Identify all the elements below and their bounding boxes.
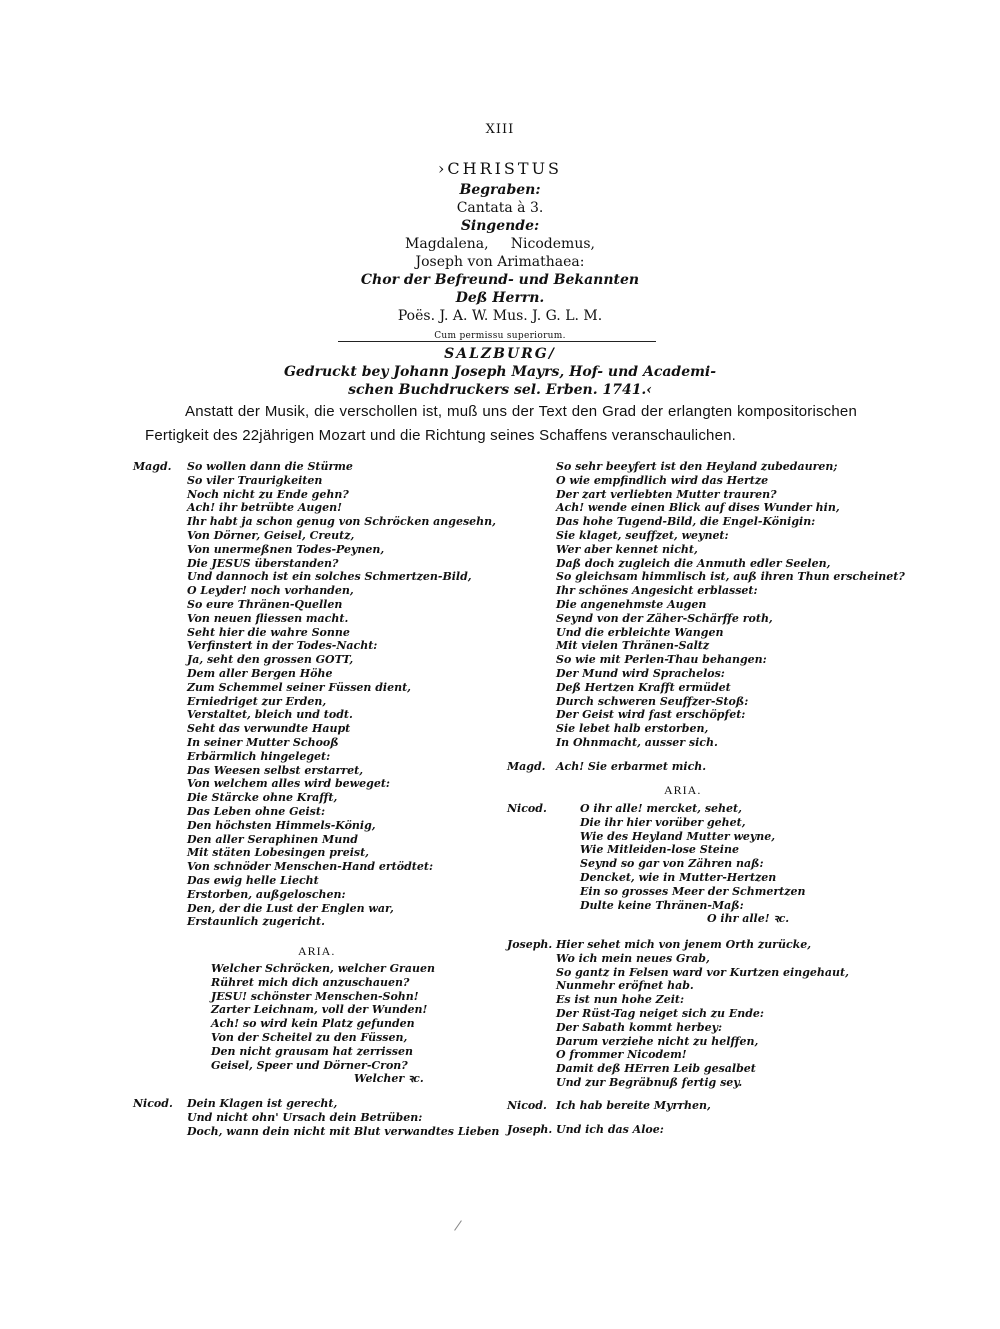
magd-recitative bbox=[187, 460, 496, 929]
verse-line: Der zart verliebten Mutter trauren? bbox=[556, 487, 777, 501]
verse-line: Der Sabath kommt herbey: bbox=[556, 1020, 723, 1034]
title-line-begraben: Begraben: bbox=[459, 182, 541, 198]
verse-line: Rühret mich dich anzuschauen? bbox=[211, 975, 410, 989]
nicod-line bbox=[556, 1099, 856, 1113]
verse-line: JESU! schönster Menschen-Sohn! bbox=[211, 989, 419, 1003]
verse-line: O ihr alle! ꝛc. bbox=[707, 912, 790, 926]
verse-line: Deß Hertzen Krafft ermüdet bbox=[556, 680, 731, 694]
verse-line: Ich hab bereite Myrrhen, bbox=[556, 1099, 711, 1112]
verse-line: So sehr beeyfert ist den Heyland zubedauren; bbox=[556, 460, 838, 473]
verse-line: In seiner Mutter Schooß bbox=[187, 735, 339, 749]
verse-line: Ihr schönes Angesicht erblasset: bbox=[556, 584, 758, 598]
verse-line: Das hohe Tugend-Bild, die Engel-Königin: bbox=[556, 515, 816, 529]
verse-line: Den aller Seraphinen Mund bbox=[187, 832, 358, 846]
verse-line: Geisel, Speer und Dörner-Cron? bbox=[211, 1058, 408, 1072]
title-line-joseph: Joseph von Arimathaea: bbox=[415, 254, 585, 270]
verse-line: Ein so grosses Meer der Schmertzen bbox=[580, 884, 806, 898]
title-line-cantata: Cantata à 3. bbox=[456, 200, 544, 216]
verse-line: Erstaunlich zugericht. bbox=[187, 915, 325, 929]
verse-line: Welcher ꝛc. bbox=[354, 1072, 424, 1086]
aria-magd bbox=[211, 962, 501, 1086]
verse-line: Wer aber kennet nicht, bbox=[556, 542, 698, 556]
verse-line: O Leyder! noch vorhanden, bbox=[187, 584, 354, 598]
verse-line: Nunmehr eröfnet hab. bbox=[556, 979, 694, 993]
verse-line: So wie mit Perlen-Thau behangen: bbox=[556, 653, 767, 667]
verse-line: Und ich das Aloe: bbox=[556, 1123, 664, 1136]
verse-line: Mit vielen Thränen-Saltz bbox=[556, 639, 710, 653]
verse-line: So viler Traurigkeiten bbox=[187, 473, 323, 487]
speaker-joseph: Joseph. bbox=[507, 938, 553, 951]
joseph-line bbox=[556, 1123, 856, 1137]
title-line-authors: Poës. J. A. W. Mus. J. G. L. M. bbox=[397, 308, 603, 324]
verse-line: Von der Scheitel zu den Füssen, bbox=[211, 1030, 408, 1044]
verse-line: Der Mund wird Sprachelos: bbox=[556, 666, 725, 680]
cantata-title: ›CHRISTUS bbox=[437, 159, 563, 178]
speaker-magd: Magd. bbox=[507, 760, 546, 773]
verse-line: Den, der die Lust der Englen war, bbox=[187, 901, 394, 915]
speaker-nicod: Nicod. bbox=[507, 802, 547, 815]
verse-line: Sie lebet halb erstorben, bbox=[556, 722, 709, 736]
aria-nicod bbox=[580, 802, 880, 926]
joseph-recitative bbox=[556, 938, 876, 1090]
speaker-joseph: Joseph. bbox=[507, 1123, 553, 1136]
verse-line: So gleichsam himmlisch ist, auß ihren Thun erscheinet? bbox=[556, 570, 905, 584]
verse-line: Mit stäten Lobesingen preist, bbox=[187, 846, 369, 860]
verse-line: Und dannoch ist ein solches Schmertzen-Bild, bbox=[187, 570, 472, 584]
verse-line: Dulte keine Thränen-Maß: bbox=[580, 898, 744, 912]
verse-line: Seht das verwundte Haupt bbox=[187, 722, 351, 736]
verse-line: Erstorben, außgeloschen: bbox=[187, 887, 346, 901]
nicod-recitative bbox=[187, 1097, 500, 1138]
verse-line: Sie klaget, seuffzet, weynet: bbox=[556, 528, 729, 542]
verse-line: Seynd von der Zäher-Schärffe roth, bbox=[556, 611, 773, 625]
verse-line: Erniedriget zur Erden, bbox=[187, 694, 327, 708]
verse-line: O frommer Nicodem! bbox=[556, 1048, 687, 1062]
verse-line: Von unermeßnen Todes-Peynen, bbox=[187, 542, 385, 556]
verse-line: Und nicht ohn' Ursach dein Betrüben: bbox=[187, 1110, 423, 1124]
verse-line: Durch schweren Seuffzer-Stoß: bbox=[556, 694, 749, 708]
title-line-herrn: Deß Herrn. bbox=[455, 290, 545, 306]
verse-line: Welcher Schröcken, welcher Grauen bbox=[211, 962, 435, 975]
title-line-characters: Magdalena, Nicodemus, bbox=[405, 236, 595, 252]
speaker-magd: Magd. bbox=[133, 460, 172, 473]
aria-heading-left bbox=[298, 945, 438, 959]
aria-heading: ARIA. bbox=[664, 783, 702, 797]
verse-line: Die JESUS überstanden? bbox=[187, 556, 339, 570]
speaker-nicod: Nicod. bbox=[507, 1099, 547, 1112]
verse-line: Das ewig helle Liecht bbox=[187, 873, 319, 887]
verse-line: Seynd so gar von Zähren naß: bbox=[580, 857, 764, 871]
verse-line: Von Dörner, Geisel, Creutz, bbox=[187, 528, 355, 542]
verse-line: Wo ich mein neues Grab, bbox=[556, 951, 710, 965]
verse-line: Daß doch zugleich die Anmuth edler Seelen, bbox=[556, 556, 831, 570]
intro-paragraph: Anstatt der Musik, die verschollen ist, muß uns der Text den Grad der erlangten kompositorischen Fertigkeit des 22jährigen Mozart und die Richtung seines Schaffens veranschaulichen. bbox=[145, 403, 857, 444]
aria-heading: ARIA. bbox=[298, 944, 336, 958]
imprint-line-1: Gedruckt bey Johann Joseph Mayrs, Hof- und Academi- bbox=[283, 364, 717, 380]
verse-line: Und die erbleichte Wangen bbox=[556, 625, 724, 639]
verse-line: Dein Klagen ist gerecht, bbox=[187, 1097, 338, 1110]
verse-line: Verfinstert in der Todes-Nacht: bbox=[187, 639, 378, 653]
imprint-line-2: schen Buchdruckers sel. Erben. 1741.‹ bbox=[348, 382, 652, 398]
verse-line: Von schnöder Menschen-Hand ertödtet: bbox=[187, 860, 434, 874]
verse-line: So wollen dann die Stürme bbox=[187, 460, 353, 473]
verse-line: So eure Thränen-Quellen bbox=[187, 597, 343, 611]
verse-line: Ach! so wird kein Platz gefunden bbox=[211, 1017, 415, 1031]
verse-line: Die angenehmste Augen bbox=[556, 597, 707, 611]
verse-line: Von welchem alles wird beweget: bbox=[187, 777, 390, 791]
magd-line bbox=[556, 760, 856, 774]
verse-line: Das Weesen selbst erstarret, bbox=[187, 763, 364, 777]
verse-line: Die ihr hier vorüber gehet, bbox=[580, 815, 746, 829]
verse-line: Hier sehet mich von jenem Orth zurücke, bbox=[556, 938, 812, 951]
verse-line: Der Geist wird fast erschöpfet: bbox=[556, 708, 746, 722]
verse-line: O wie empfindlich wird das Hertze bbox=[556, 473, 769, 487]
verse-line: Das Leben ohne Geist: bbox=[187, 804, 326, 818]
verse-line: Der Rüst-Tag neiget sich zu Ende: bbox=[556, 1006, 764, 1020]
verse-line: In Ohnmacht, ausser sich. bbox=[556, 735, 718, 749]
verse-line: Noch nicht zu Ende gehn? bbox=[187, 487, 349, 501]
verse-line: So gantz in Felsen ward vor Kurtzen eingehaut, bbox=[556, 965, 849, 979]
verse-line: Verstaltet, bleich und todt. bbox=[187, 708, 353, 722]
verse-line: Erbärmlich hingeleget: bbox=[187, 749, 331, 763]
title-divider bbox=[338, 341, 656, 342]
verse-line: Ja, seht den grossen GOTT, bbox=[187, 653, 354, 667]
verse-line: Ach! wende einen Blick auf dises Wunder hin, bbox=[556, 501, 840, 515]
verse-line: Wie des Heyland Mutter weyne, bbox=[580, 829, 776, 843]
aria-heading-right bbox=[664, 784, 764, 798]
verse-line: Darum verziehe nicht zu helffen, bbox=[556, 1034, 759, 1048]
verse-line: Zum Schemmel seiner Füssen dient, bbox=[187, 680, 412, 694]
verse-line: Den höchsten Himmels-König, bbox=[187, 818, 376, 832]
verse-line: Die Stärcke ohne Krafft, bbox=[187, 791, 338, 805]
imprint-place: SALZBURG/ bbox=[444, 346, 556, 362]
verse-line: Ach! Sie erbarmet mich. bbox=[556, 760, 707, 773]
verse-line: Ach! ihr betrübte Augen! bbox=[187, 501, 342, 515]
speaker-nicod: Nicod. bbox=[133, 1097, 173, 1110]
verse-line: Dencket, wie in Mutter-Hertzen bbox=[580, 870, 777, 884]
verse-line: Wie Mitleiden-lose Steine bbox=[580, 843, 739, 857]
recitative-continuation bbox=[556, 460, 905, 750]
verse-line: Den nicht grausam hat zerrissen bbox=[211, 1044, 413, 1058]
verse-line: Zarter Leichnam, voll der Wunden! bbox=[211, 1003, 428, 1017]
title-line-chor: Chor der Befreund- und Bekannten bbox=[360, 272, 640, 288]
title-line-singende: Singende: bbox=[460, 218, 540, 234]
title-permission: Cum permissu superiorum. bbox=[434, 331, 566, 341]
verse-line: Von neuen fliessen macht. bbox=[187, 611, 349, 625]
verse-line: Seht hier die wahre Sonne bbox=[187, 625, 350, 639]
verse-line: O ihr alle! mercket, sehet, bbox=[580, 802, 742, 815]
verse-line: Und zur Begräbnuß fertig sey. bbox=[556, 1075, 743, 1089]
verse-line: Es ist nun hohe Zeit: bbox=[556, 993, 685, 1007]
verse-line: Damit deß HErren Leib gesalbet bbox=[556, 1062, 756, 1076]
pen-mark bbox=[454, 1220, 462, 1230]
verse-line: Ihr habt ja schon genug von Schröcken angesehn, bbox=[187, 515, 496, 529]
page-number: XIII bbox=[485, 122, 515, 137]
verse-line: Doch, wann dein nicht mit Blut verwandtes Lieben bbox=[187, 1124, 500, 1138]
verse-line: Dem aller Bergen Höhe bbox=[187, 666, 333, 680]
